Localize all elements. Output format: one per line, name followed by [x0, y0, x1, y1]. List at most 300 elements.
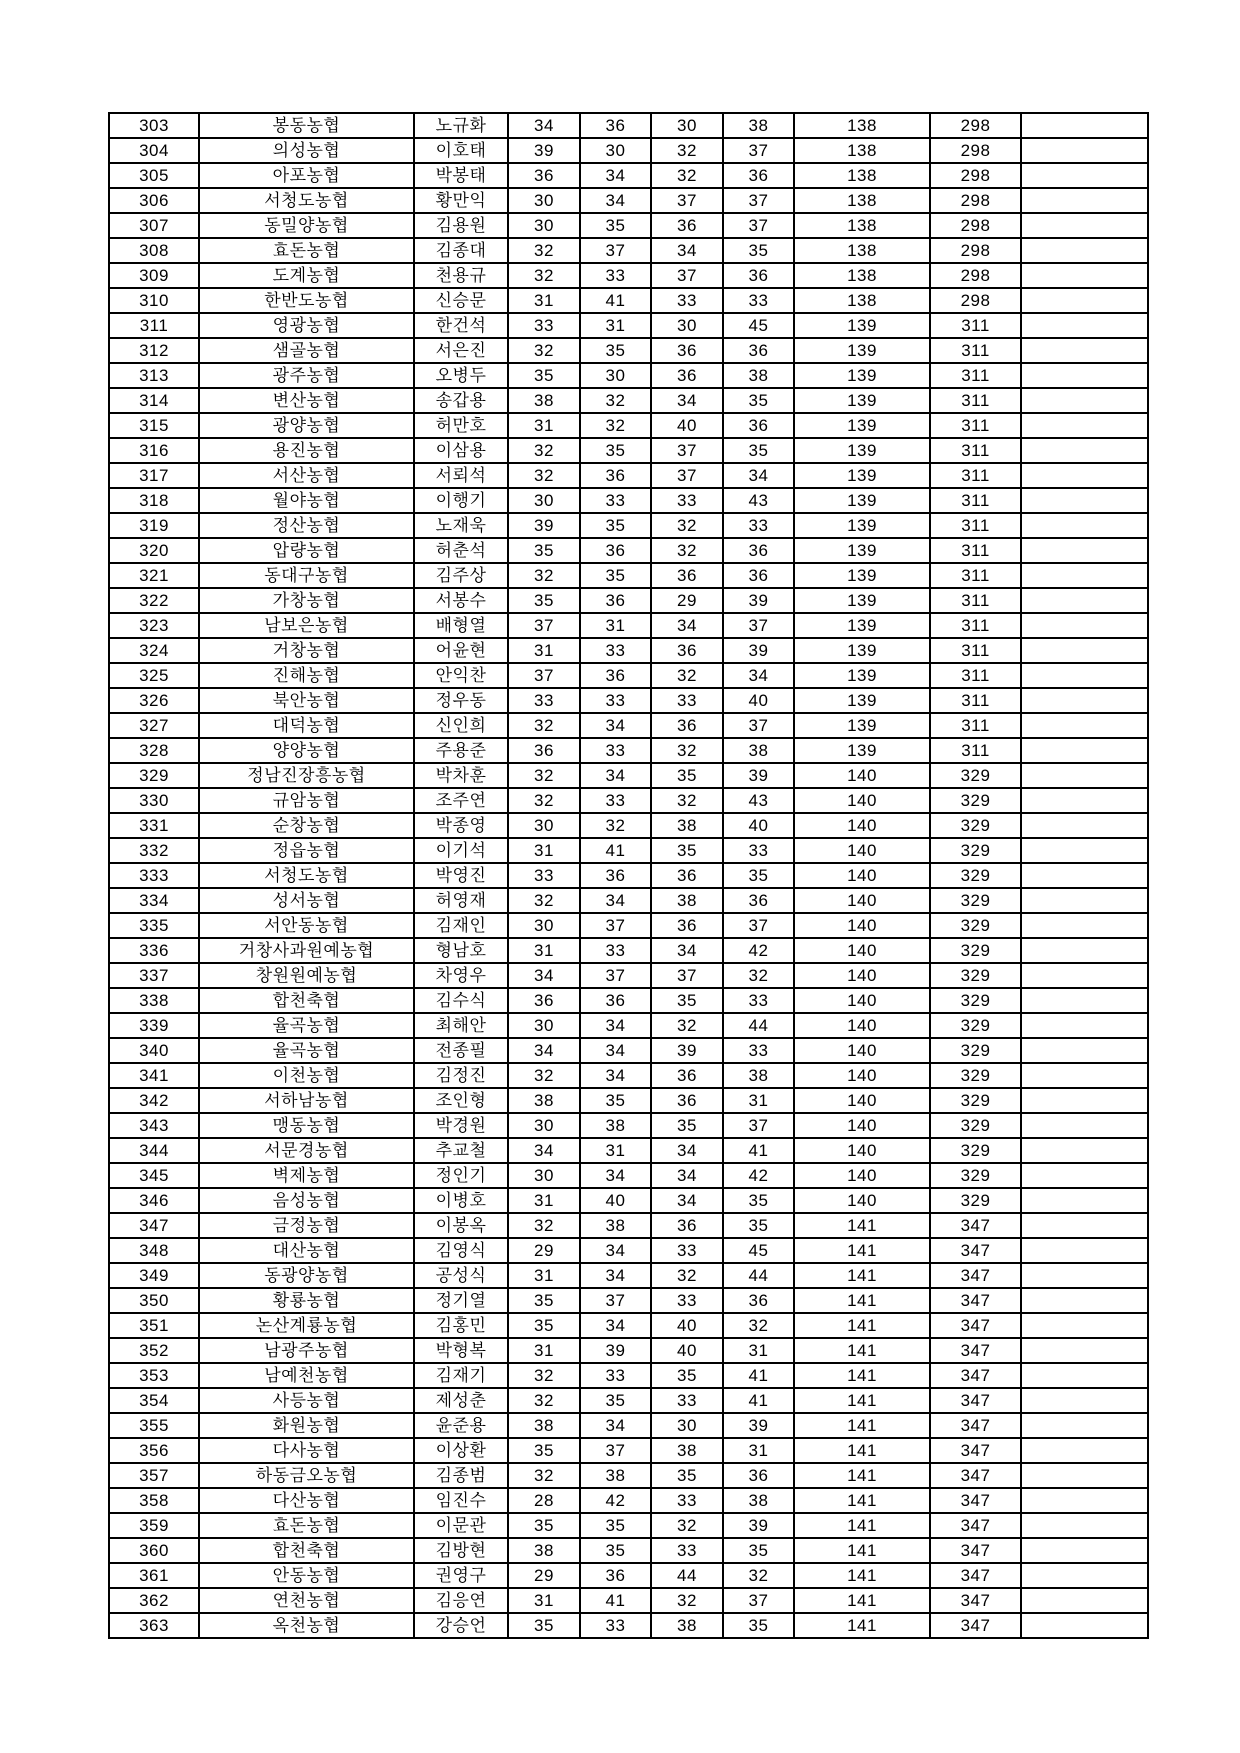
cell-note	[1021, 163, 1148, 188]
cell-total: 138	[794, 288, 930, 313]
table-row	[109, 1188, 1148, 1213]
table-row	[109, 738, 1148, 763]
cell-coop-name: 율곡농협	[199, 1038, 414, 1063]
table-row	[109, 688, 1148, 713]
cell-member-name: 임진수	[414, 1488, 508, 1513]
cell-score-2: 39	[580, 1338, 651, 1363]
cell-score-3: 33	[651, 1238, 723, 1263]
cell-note	[1021, 1513, 1148, 1538]
cell-total: 140	[794, 863, 930, 888]
cell-note	[1021, 1538, 1148, 1563]
cell-note	[1021, 763, 1148, 788]
cell-note	[1021, 1363, 1148, 1388]
cell-note	[1021, 1013, 1148, 1038]
cell-coop-name: 순창농협	[199, 813, 414, 838]
cell-score-1: 29	[508, 1563, 580, 1588]
cell-no: 352	[109, 1338, 199, 1363]
cell-coop-name: 용진농협	[199, 438, 414, 463]
cell-score-4: 35	[723, 1613, 794, 1638]
cell-coop-name: 창원원예농협	[199, 963, 414, 988]
cell-rank: 311	[930, 413, 1021, 438]
cell-score-1: 30	[508, 1163, 580, 1188]
cell-score-1: 30	[508, 188, 580, 213]
cell-score-1: 35	[508, 1513, 580, 1538]
cell-coop-name: 한반도농협	[199, 288, 414, 313]
cell-score-4: 39	[723, 763, 794, 788]
cell-member-name: 이봉옥	[414, 1213, 508, 1238]
cell-no: 346	[109, 1188, 199, 1213]
cell-coop-name: 벽제농협	[199, 1163, 414, 1188]
cell-total: 140	[794, 1063, 930, 1088]
cell-note	[1021, 463, 1148, 488]
cell-rank: 347	[930, 1563, 1021, 1588]
cell-note	[1021, 1588, 1148, 1613]
cell-score-3: 37	[651, 463, 723, 488]
cell-score-3: 37	[651, 963, 723, 988]
cell-no: 317	[109, 463, 199, 488]
cell-score-3: 38	[651, 888, 723, 913]
cell-note	[1021, 1188, 1148, 1213]
cell-score-2: 35	[580, 513, 651, 538]
cell-note	[1021, 738, 1148, 763]
cell-note	[1021, 513, 1148, 538]
cell-score-3: 40	[651, 413, 723, 438]
cell-member-name: 정기열	[414, 1288, 508, 1313]
cell-score-4: 41	[723, 1363, 794, 1388]
cell-rank: 311	[930, 488, 1021, 513]
cell-coop-name: 옥천농협	[199, 1613, 414, 1638]
cell-total: 138	[794, 163, 930, 188]
cell-score-1: 39	[508, 513, 580, 538]
cell-member-name: 노재욱	[414, 513, 508, 538]
cell-no: 337	[109, 963, 199, 988]
cell-score-3: 35	[651, 1113, 723, 1138]
cell-score-1: 32	[508, 713, 580, 738]
cell-total: 139	[794, 488, 930, 513]
cell-score-4: 37	[723, 913, 794, 938]
cell-score-3: 36	[651, 713, 723, 738]
cell-member-name: 김홍민	[414, 1313, 508, 1338]
cell-member-name: 배형열	[414, 613, 508, 638]
cell-note	[1021, 638, 1148, 663]
cell-total: 140	[794, 1188, 930, 1213]
cell-score-2: 30	[580, 138, 651, 163]
cell-note	[1021, 663, 1148, 688]
cell-score-4: 33	[723, 1038, 794, 1063]
cell-no: 351	[109, 1313, 199, 1338]
cell-coop-name: 서안동농협	[199, 913, 414, 938]
cell-score-3: 33	[651, 288, 723, 313]
cell-score-1: 38	[508, 388, 580, 413]
cell-no: 341	[109, 1063, 199, 1088]
cell-coop-name: 영광농협	[199, 313, 414, 338]
cell-score-3: 32	[651, 788, 723, 813]
cell-score-2: 42	[580, 1488, 651, 1513]
cell-rank: 298	[930, 163, 1021, 188]
cell-score-2: 35	[580, 338, 651, 363]
cell-rank: 347	[930, 1438, 1021, 1463]
cell-rank: 311	[930, 438, 1021, 463]
cell-member-name: 김주상	[414, 563, 508, 588]
cell-score-1: 35	[508, 363, 580, 388]
cell-coop-name: 금정농협	[199, 1213, 414, 1238]
cell-no: 348	[109, 1238, 199, 1263]
cell-score-4: 37	[723, 613, 794, 638]
cell-score-3: 38	[651, 1613, 723, 1638]
cell-score-3: 33	[651, 688, 723, 713]
cell-member-name: 박경원	[414, 1113, 508, 1138]
cell-score-3: 32	[651, 538, 723, 563]
cell-no: 323	[109, 613, 199, 638]
cell-coop-name: 대덕농협	[199, 713, 414, 738]
cell-coop-name: 양양농협	[199, 738, 414, 763]
cell-score-1: 31	[508, 638, 580, 663]
cell-rank: 329	[930, 1163, 1021, 1188]
cell-no: 360	[109, 1538, 199, 1563]
cell-score-2: 37	[580, 963, 651, 988]
cell-rank: 347	[930, 1588, 1021, 1613]
table-row	[109, 1113, 1148, 1138]
table-row	[109, 913, 1148, 938]
cell-member-name: 김영식	[414, 1238, 508, 1263]
cell-note	[1021, 1113, 1148, 1138]
cell-note	[1021, 888, 1148, 913]
cell-score-4: 38	[723, 1063, 794, 1088]
cell-score-1: 34	[508, 963, 580, 988]
cell-coop-name: 거창농협	[199, 638, 414, 663]
cell-score-2: 36	[580, 988, 651, 1013]
cell-note	[1021, 1238, 1148, 1263]
cell-rank: 347	[930, 1238, 1021, 1263]
cell-score-3: 34	[651, 1188, 723, 1213]
cell-no: 308	[109, 238, 199, 263]
cell-score-3: 40	[651, 1338, 723, 1363]
cell-total: 141	[794, 1513, 930, 1538]
cell-note	[1021, 1288, 1148, 1313]
cell-score-1: 35	[508, 538, 580, 563]
cell-rank: 311	[930, 638, 1021, 663]
cell-score-1: 30	[508, 488, 580, 513]
cell-note	[1021, 838, 1148, 863]
table-row	[109, 1588, 1148, 1613]
cell-score-4: 36	[723, 538, 794, 563]
cell-score-4: 35	[723, 1213, 794, 1238]
cell-coop-name: 거창사과원예농협	[199, 938, 414, 963]
cell-score-3: 34	[651, 388, 723, 413]
cell-coop-name: 효돈농협	[199, 1513, 414, 1538]
cell-score-4: 38	[723, 738, 794, 763]
cell-score-3: 34	[651, 238, 723, 263]
cell-rank: 311	[930, 588, 1021, 613]
cell-member-name: 이호태	[414, 138, 508, 163]
cell-no: 328	[109, 738, 199, 763]
cell-score-3: 30	[651, 113, 723, 138]
table-row	[109, 1313, 1148, 1338]
cell-total: 140	[794, 763, 930, 788]
cell-score-2: 30	[580, 363, 651, 388]
cell-coop-name: 월야농협	[199, 488, 414, 513]
cell-rank: 347	[930, 1613, 1021, 1638]
cell-score-4: 37	[723, 188, 794, 213]
cell-score-3: 35	[651, 763, 723, 788]
cell-no: 343	[109, 1113, 199, 1138]
cell-score-3: 36	[651, 338, 723, 363]
cell-note	[1021, 813, 1148, 838]
cell-score-3: 37	[651, 263, 723, 288]
cell-score-3: 33	[651, 1488, 723, 1513]
cell-coop-name: 연천농협	[199, 1588, 414, 1613]
cell-score-1: 32	[508, 263, 580, 288]
cell-score-4: 34	[723, 663, 794, 688]
cell-score-2: 31	[580, 1138, 651, 1163]
cell-coop-name: 서청도농협	[199, 863, 414, 888]
cell-score-4: 35	[723, 863, 794, 888]
table-row	[109, 1138, 1148, 1163]
cell-score-2: 36	[580, 1563, 651, 1588]
cell-total: 139	[794, 563, 930, 588]
cell-score-4: 36	[723, 263, 794, 288]
cell-member-name: 정우동	[414, 688, 508, 713]
cell-score-3: 30	[651, 313, 723, 338]
cell-rank: 311	[930, 463, 1021, 488]
cell-member-name: 형남호	[414, 938, 508, 963]
cell-score-4: 31	[723, 1438, 794, 1463]
cell-no: 353	[109, 1363, 199, 1388]
cell-score-2: 34	[580, 1413, 651, 1438]
cell-rank: 329	[930, 1188, 1021, 1213]
cell-score-1: 33	[508, 863, 580, 888]
cell-rank: 311	[930, 713, 1021, 738]
cell-score-3: 36	[651, 1213, 723, 1238]
cell-rank: 329	[930, 913, 1021, 938]
cell-score-1: 36	[508, 738, 580, 763]
cell-score-3: 32	[651, 663, 723, 688]
cell-no: 327	[109, 713, 199, 738]
cell-coop-name: 서문경농협	[199, 1138, 414, 1163]
cell-coop-name: 율곡농협	[199, 1013, 414, 1038]
cell-member-name: 서뢰석	[414, 463, 508, 488]
cell-total: 141	[794, 1538, 930, 1563]
cell-member-name: 신승문	[414, 288, 508, 313]
cell-total: 138	[794, 238, 930, 263]
cell-score-4: 37	[723, 1113, 794, 1138]
cell-score-2: 34	[580, 1013, 651, 1038]
table-row	[109, 938, 1148, 963]
results-table-body	[109, 113, 1148, 1638]
cell-note	[1021, 1488, 1148, 1513]
table-row	[109, 363, 1148, 388]
cell-score-1: 32	[508, 763, 580, 788]
cell-member-name: 김재인	[414, 913, 508, 938]
cell-score-3: 34	[651, 1138, 723, 1163]
cell-rank: 347	[930, 1538, 1021, 1563]
cell-total: 139	[794, 663, 930, 688]
cell-score-3: 36	[651, 1063, 723, 1088]
table-row	[109, 488, 1148, 513]
cell-no: 319	[109, 513, 199, 538]
cell-score-3: 32	[651, 138, 723, 163]
cell-rank: 311	[930, 663, 1021, 688]
cell-rank: 311	[930, 688, 1021, 713]
cell-score-2: 34	[580, 888, 651, 913]
cell-score-4: 39	[723, 638, 794, 663]
table-row	[109, 163, 1148, 188]
cell-score-2: 34	[580, 188, 651, 213]
cell-coop-name: 합천축협	[199, 1538, 414, 1563]
cell-score-1: 33	[508, 688, 580, 713]
cell-member-name: 이삼용	[414, 438, 508, 463]
cell-total: 138	[794, 188, 930, 213]
cell-score-3: 44	[651, 1563, 723, 1588]
cell-score-1: 38	[508, 1088, 580, 1113]
cell-note	[1021, 1563, 1148, 1588]
table-row	[109, 1463, 1148, 1488]
cell-score-1: 32	[508, 438, 580, 463]
cell-score-4: 44	[723, 1263, 794, 1288]
cell-score-3: 32	[651, 738, 723, 763]
table-row	[109, 1613, 1148, 1638]
cell-no: 311	[109, 313, 199, 338]
table-row	[109, 213, 1148, 238]
cell-note	[1021, 963, 1148, 988]
cell-no: 331	[109, 813, 199, 838]
cell-member-name: 박종영	[414, 813, 508, 838]
table-row	[109, 113, 1148, 138]
cell-total: 140	[794, 963, 930, 988]
cell-score-4: 36	[723, 413, 794, 438]
cell-member-name: 박차훈	[414, 763, 508, 788]
cell-note	[1021, 1263, 1148, 1288]
cell-score-4: 35	[723, 238, 794, 263]
cell-score-2: 32	[580, 388, 651, 413]
table-row	[109, 138, 1148, 163]
cell-score-2: 33	[580, 488, 651, 513]
table-row	[109, 1538, 1148, 1563]
cell-member-name: 김용원	[414, 213, 508, 238]
cell-coop-name: 이천농협	[199, 1063, 414, 1088]
table-row	[109, 813, 1148, 838]
cell-score-4: 43	[723, 788, 794, 813]
cell-member-name: 이병호	[414, 1188, 508, 1213]
cell-score-2: 37	[580, 238, 651, 263]
cell-score-1: 38	[508, 1413, 580, 1438]
cell-no: 356	[109, 1438, 199, 1463]
cell-total: 139	[794, 513, 930, 538]
table-row	[109, 1013, 1148, 1038]
cell-score-1: 30	[508, 913, 580, 938]
cell-note	[1021, 338, 1148, 363]
cell-member-name: 이문관	[414, 1513, 508, 1538]
cell-coop-name: 다산농협	[199, 1488, 414, 1513]
cell-score-1: 32	[508, 1463, 580, 1488]
cell-rank: 311	[930, 388, 1021, 413]
cell-score-4: 36	[723, 338, 794, 363]
cell-rank: 329	[930, 763, 1021, 788]
cell-score-2: 37	[580, 1438, 651, 1463]
cell-no: 306	[109, 188, 199, 213]
cell-coop-name: 맹동농협	[199, 1113, 414, 1138]
cell-member-name: 한건석	[414, 313, 508, 338]
cell-note	[1021, 213, 1148, 238]
cell-score-3: 32	[651, 1513, 723, 1538]
cell-score-1: 31	[508, 288, 580, 313]
cell-coop-name: 다사농협	[199, 1438, 414, 1463]
cell-member-name: 오병두	[414, 363, 508, 388]
cell-score-3: 36	[651, 638, 723, 663]
cell-member-name: 서은진	[414, 338, 508, 363]
cell-rank: 347	[930, 1488, 1021, 1513]
cell-score-4: 35	[723, 388, 794, 413]
cell-score-2: 38	[580, 1463, 651, 1488]
cell-coop-name: 북안농협	[199, 688, 414, 713]
cell-no: 318	[109, 488, 199, 513]
cell-member-name: 정인기	[414, 1163, 508, 1188]
cell-coop-name: 광양농협	[199, 413, 414, 438]
cell-member-name: 박봉태	[414, 163, 508, 188]
cell-coop-name: 대산농협	[199, 1238, 414, 1263]
cell-total: 139	[794, 363, 930, 388]
cell-total: 139	[794, 388, 930, 413]
table-row	[109, 1088, 1148, 1113]
cell-no: 315	[109, 413, 199, 438]
cell-total: 140	[794, 813, 930, 838]
cell-note	[1021, 238, 1148, 263]
cell-score-2: 35	[580, 1538, 651, 1563]
cell-rank: 311	[930, 363, 1021, 388]
cell-total: 140	[794, 1138, 930, 1163]
cell-score-4: 35	[723, 438, 794, 463]
cell-score-1: 32	[508, 563, 580, 588]
cell-score-4: 36	[723, 1288, 794, 1313]
cell-score-2: 35	[580, 1388, 651, 1413]
cell-score-1: 35	[508, 1288, 580, 1313]
cell-total: 141	[794, 1388, 930, 1413]
cell-no: 349	[109, 1263, 199, 1288]
cell-no: 325	[109, 663, 199, 688]
table-row	[109, 1488, 1148, 1513]
cell-member-name: 김재기	[414, 1363, 508, 1388]
cell-score-2: 35	[580, 213, 651, 238]
cell-member-name: 제성춘	[414, 1388, 508, 1413]
cell-score-4: 32	[723, 1563, 794, 1588]
cell-member-name: 안익찬	[414, 663, 508, 688]
cell-note	[1021, 1163, 1148, 1188]
cell-total: 141	[794, 1213, 930, 1238]
cell-score-1: 32	[508, 888, 580, 913]
cell-score-2: 36	[580, 863, 651, 888]
cell-score-4: 35	[723, 1188, 794, 1213]
cell-total: 141	[794, 1463, 930, 1488]
cell-member-name: 김수식	[414, 988, 508, 1013]
cell-score-4: 41	[723, 1138, 794, 1163]
cell-member-name: 허만호	[414, 413, 508, 438]
cell-no: 361	[109, 1563, 199, 1588]
cell-score-1: 38	[508, 1538, 580, 1563]
cell-no: 322	[109, 588, 199, 613]
cell-score-2: 35	[580, 1088, 651, 1113]
cell-coop-name: 정남진장흥농협	[199, 763, 414, 788]
table-row	[109, 188, 1148, 213]
table-row	[109, 1413, 1148, 1438]
cell-no: 313	[109, 363, 199, 388]
cell-rank: 347	[930, 1513, 1021, 1538]
cell-note	[1021, 313, 1148, 338]
cell-score-1: 31	[508, 1588, 580, 1613]
cell-score-2: 33	[580, 638, 651, 663]
cell-note	[1021, 1313, 1148, 1338]
cell-rank: 311	[930, 313, 1021, 338]
cell-score-2: 36	[580, 538, 651, 563]
